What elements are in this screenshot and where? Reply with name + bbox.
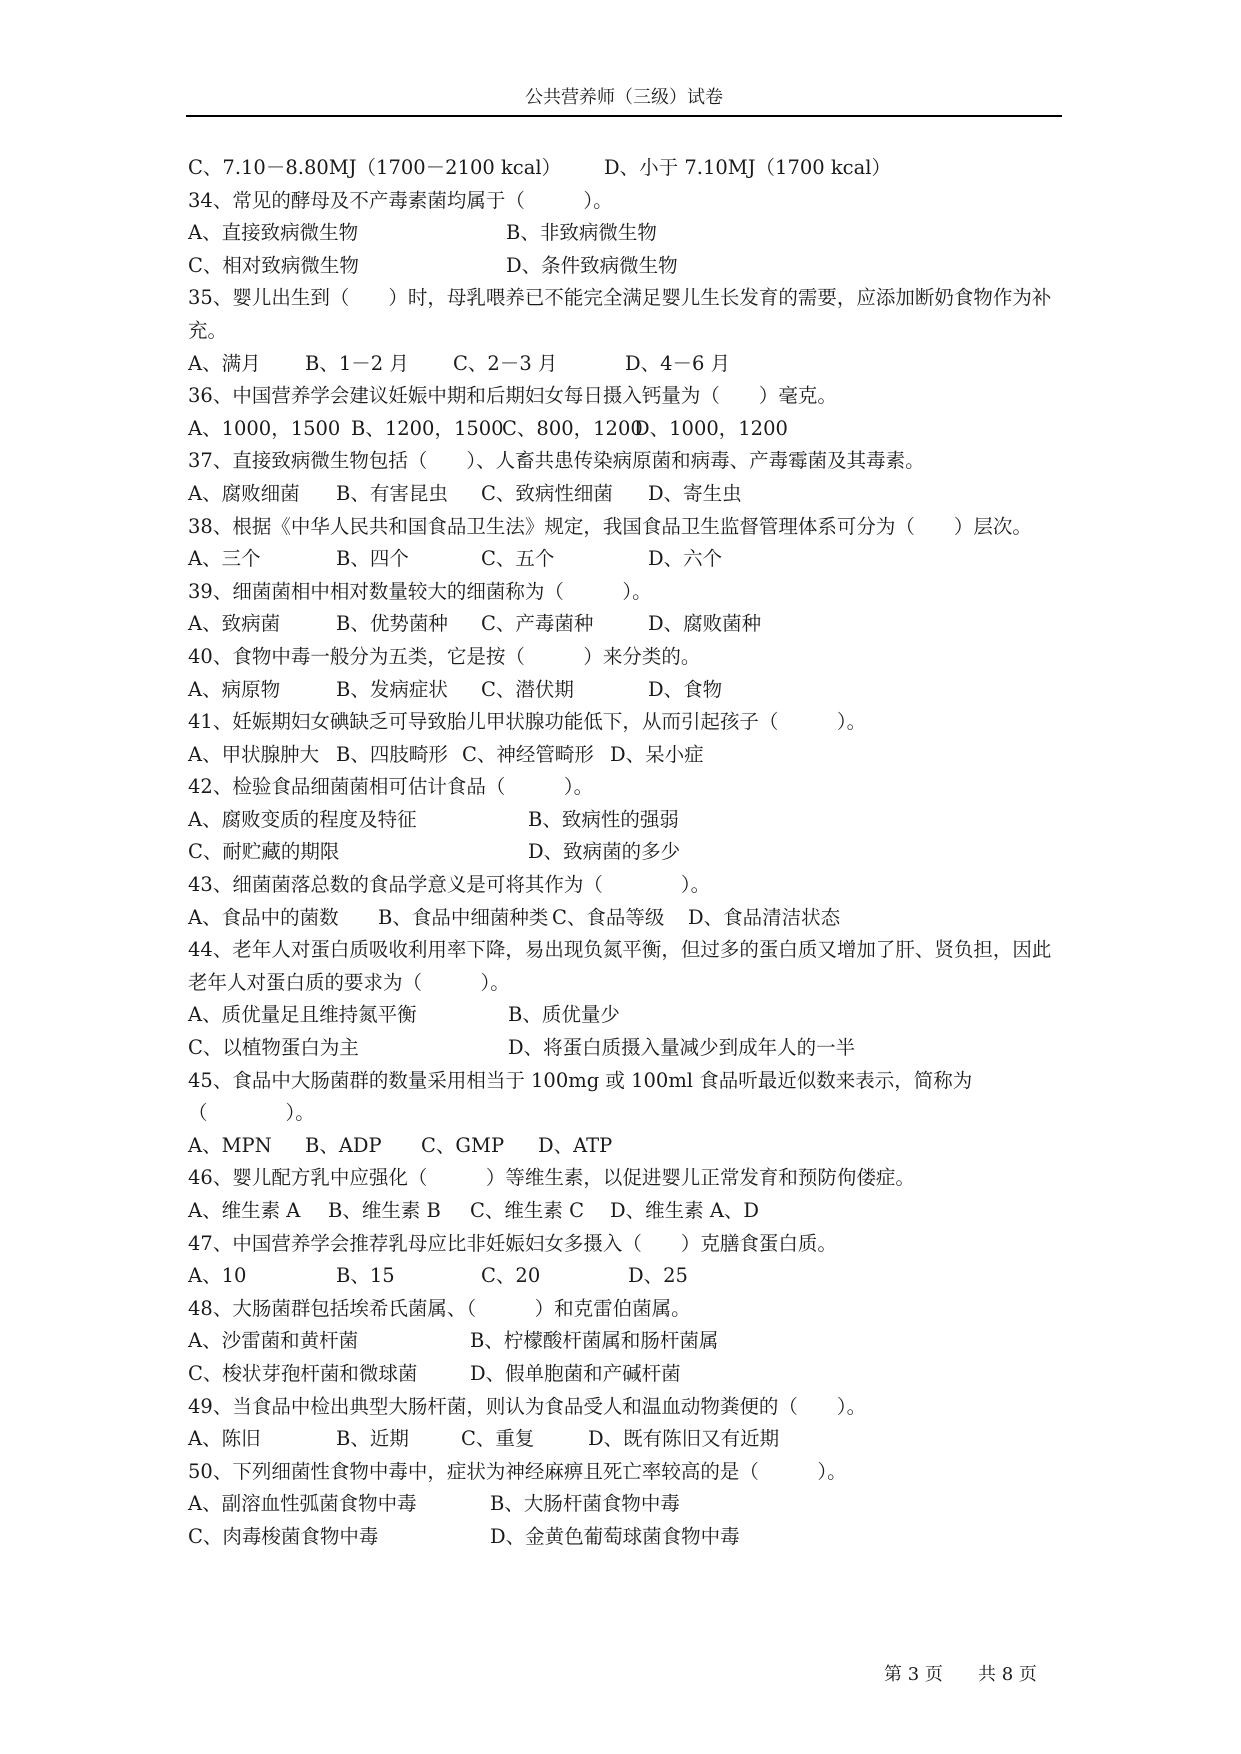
answer-option: C、2－3 月 xyxy=(453,351,558,375)
header-divider xyxy=(186,115,1062,117)
answer-option: C、20 xyxy=(481,1264,541,1288)
answer-option: B、发病症状 xyxy=(336,677,448,701)
answer-options-row xyxy=(188,674,1064,707)
answer-option: C、相对致病微生物 xyxy=(188,253,359,277)
answer-options-row xyxy=(188,152,1064,185)
answer-options-row xyxy=(188,1032,1064,1065)
answer-option: C、重复 xyxy=(461,1427,535,1451)
question-text: 48、大肠菌群包括埃希氏菌属、（ ）和克雷伯菌属。 xyxy=(188,1296,691,1320)
answer-option: B、致病性的强弱 xyxy=(528,807,679,831)
answer-option: D、将蛋白质摄入量减少到成年人的一半 xyxy=(508,1036,856,1060)
answer-option: C、梭状芽孢杆菌和微球菌 xyxy=(188,1361,418,1385)
answer-option: B、质优量少 xyxy=(508,1003,620,1027)
answer-options-row xyxy=(188,543,1064,576)
answer-option: C、肉毒梭菌食物中毒 xyxy=(188,1524,379,1548)
question-text: 38、根据《中华人民共和国食品卫生法》规定，我国食品卫生监督管理体系可分为（ ）层次。 xyxy=(188,514,1032,538)
answer-option: B、四肢畸形 xyxy=(336,742,448,766)
page-total: 共 8 页 xyxy=(978,1664,1037,1685)
page-header-title: 公共营养师（三级）试卷 xyxy=(525,87,723,108)
answer-option: D、六个 xyxy=(648,547,723,571)
question-text: 49、当食品中检出典型大肠杆菌，则认为食品受人和温血动物粪便的（ ）。 xyxy=(188,1394,867,1418)
question-text: 47、中国营养学会推荐乳母应比非妊娠妇女多摄入（ ）克膳食蛋白质。 xyxy=(188,1231,837,1255)
question-text: 37、直接致病微生物包括（ ）、人畜共患传染病原菌和病毒、产毒霉菌及其毒素。 xyxy=(188,449,925,473)
question-text: 39、细菌菌相中相对数量较大的细菌称为（ ）。 xyxy=(188,579,652,603)
answer-options-row xyxy=(188,478,1064,511)
page-number: 第 3 页 xyxy=(884,1664,943,1685)
answer-option: C、耐贮藏的期限 xyxy=(188,840,340,864)
answer-options-row xyxy=(188,1423,1064,1456)
question-text: 45、食品中大肠菌群的数量采用相当于 100mg 或 100ml 食品听最近似数来表示，简称为（ ）。 xyxy=(188,1068,973,1125)
answer-option: D、1000，1200 xyxy=(634,416,788,440)
answer-option: C、7.10－8.80MJ（1700－2100 kcal） xyxy=(188,156,562,179)
answer-option: B、近期 xyxy=(336,1427,409,1451)
answer-option: D、条件致病微生物 xyxy=(506,253,678,277)
answer-option: D、腐败菌种 xyxy=(648,612,762,636)
question-text: 36、中国营养学会建议妊娠中期和后期妇女每日摄入钙量为（ ）毫克。 xyxy=(188,384,837,408)
answer-option: B、有害昆虫 xyxy=(336,481,448,505)
answer-option: C、800，1200 xyxy=(502,416,643,440)
answer-options-row xyxy=(188,999,1064,1032)
answer-option: A、质优量足且维持氮平衡 xyxy=(188,1003,417,1027)
answer-options-row xyxy=(188,250,1064,283)
answer-option: C、维生素 C xyxy=(470,1199,585,1222)
answer-option: B、非致病微生物 xyxy=(506,221,657,245)
answer-option: D、食品清洁状态 xyxy=(688,905,841,929)
answer-options-row xyxy=(188,217,1064,250)
answer-option: B、维生素 B xyxy=(328,1199,441,1222)
answer-option: A、三个 xyxy=(188,547,261,571)
question-text: 46、婴儿配方乳中应强化（ ）等维生素，以促进婴儿正常发育和预防佝偻症。 xyxy=(188,1166,915,1190)
answer-option: B、食品中细菌种类 xyxy=(378,905,549,929)
answer-option: A、甲状腺肿大 xyxy=(188,742,320,766)
answer-option: D、呆小症 xyxy=(610,742,704,766)
exam-questions xyxy=(188,152,1064,1554)
answer-option: C、以植物蛋白为主 xyxy=(188,1036,359,1060)
answer-options-row xyxy=(188,902,1064,935)
answer-option: A、沙雷菌和黄杆菌 xyxy=(188,1329,359,1353)
answer-option: D、寄生虫 xyxy=(648,481,742,505)
answer-options-row xyxy=(188,1130,1064,1163)
answer-option: C、五个 xyxy=(481,547,555,571)
answer-option: D、25 xyxy=(628,1264,688,1288)
answer-option: A、MPN xyxy=(188,1133,272,1157)
answer-options-row xyxy=(188,413,1064,446)
answer-option: C、潜伏期 xyxy=(481,677,574,701)
answer-option: B、大肠杆菌食物中毒 xyxy=(490,1492,680,1516)
answer-option: B、四个 xyxy=(336,547,409,571)
answer-options-row xyxy=(188,1260,1064,1293)
answer-option: D、小于 7.10MJ（1700 kcal） xyxy=(604,156,891,179)
answer-options-row xyxy=(188,739,1064,772)
answer-option: B、1－2 月 xyxy=(305,351,409,375)
answer-options-row xyxy=(188,348,1064,381)
question-text: 50、下列细菌性食物中毒中，症状为神经麻痹且死亡率较高的是（ ）。 xyxy=(188,1459,847,1483)
answer-option: B、柠檬酸杆菌属和肠杆菌属 xyxy=(470,1329,719,1353)
answer-option: A、满月 xyxy=(188,351,261,375)
answer-options-row xyxy=(188,1521,1064,1554)
answer-option: A、1000，1500 xyxy=(188,416,341,440)
answer-option: A、陈旧 xyxy=(188,1427,261,1451)
answer-option: A、10 xyxy=(188,1264,247,1288)
answer-option: D、ATP xyxy=(538,1133,613,1157)
answer-options-row xyxy=(188,608,1064,641)
answer-option: A、腐败变质的程度及特征 xyxy=(188,807,417,831)
answer-option: D、维生素 A、D xyxy=(610,1199,760,1222)
answer-option: D、致病菌的多少 xyxy=(528,840,681,864)
answer-option: A、病原物 xyxy=(188,677,281,701)
question-text: 35、婴儿出生到（ ）时，母乳喂养已不能完全满足婴儿生长发育的需要，应添加断奶食物作为补充。 xyxy=(188,286,1052,342)
answer-option: A、副溶血性弧菌食物中毒 xyxy=(188,1492,417,1516)
question-text: 34、常见的酵母及不产毒素菌均属于（ ）。 xyxy=(188,188,613,212)
question-text: 41、妊娠期妇女碘缺乏可导致胎儿甲状腺功能低下，从而引起孩子（ ）。 xyxy=(188,710,867,734)
answer-options-row xyxy=(188,836,1064,869)
answer-option: A、食品中的菌数 xyxy=(188,905,339,929)
question-text: 42、检验食品细菌菌相可估计食品（ ）。 xyxy=(188,775,594,799)
answer-option: D、食物 xyxy=(648,677,723,701)
answer-option: C、致病性细菌 xyxy=(481,481,613,505)
answer-option: D、既有陈旧又有近期 xyxy=(588,1427,780,1451)
answer-options-row xyxy=(188,1195,1064,1228)
question-text: 44、老年人对蛋白质吸收利用率下降，易出现负氮平衡，但过多的蛋白质又增加了肝、贤负担，因此老年人对蛋白质的要求为（ ）。 xyxy=(188,938,1052,994)
answer-options-row xyxy=(188,1358,1064,1391)
answer-option: A、直接致病微生物 xyxy=(188,221,359,245)
question-text: 43、细菌菌落总数的食品学意义是可将其作为（ ）。 xyxy=(188,873,711,897)
question-text: 40、食物中毒一般分为五类，它是按（ ）来分类的。 xyxy=(188,644,701,668)
answer-options-row xyxy=(188,1325,1064,1358)
answer-option: A、致病菌 xyxy=(188,612,281,636)
answer-option: D、4－6 月 xyxy=(625,351,731,375)
answer-options-row xyxy=(188,804,1064,837)
answer-options-row xyxy=(188,1488,1064,1521)
answer-option: C、神经管畸形 xyxy=(462,742,594,766)
answer-option: C、产毒菌种 xyxy=(481,612,594,636)
answer-option: C、食品等级 xyxy=(552,905,665,929)
answer-option: A、腐败细菌 xyxy=(188,481,300,505)
answer-option: B、1200，1500 xyxy=(351,416,504,440)
answer-option: B、15 xyxy=(336,1264,395,1288)
answer-option: B、优势菌种 xyxy=(336,612,448,636)
answer-option: B、ADP xyxy=(305,1133,382,1157)
answer-option: C、GMP xyxy=(421,1133,505,1157)
answer-option: D、假单胞菌和产碱杆菌 xyxy=(470,1361,681,1385)
answer-option: D、金黄色葡萄球菌食物中毒 xyxy=(490,1524,740,1548)
answer-option: A、维生素 A xyxy=(188,1199,301,1222)
